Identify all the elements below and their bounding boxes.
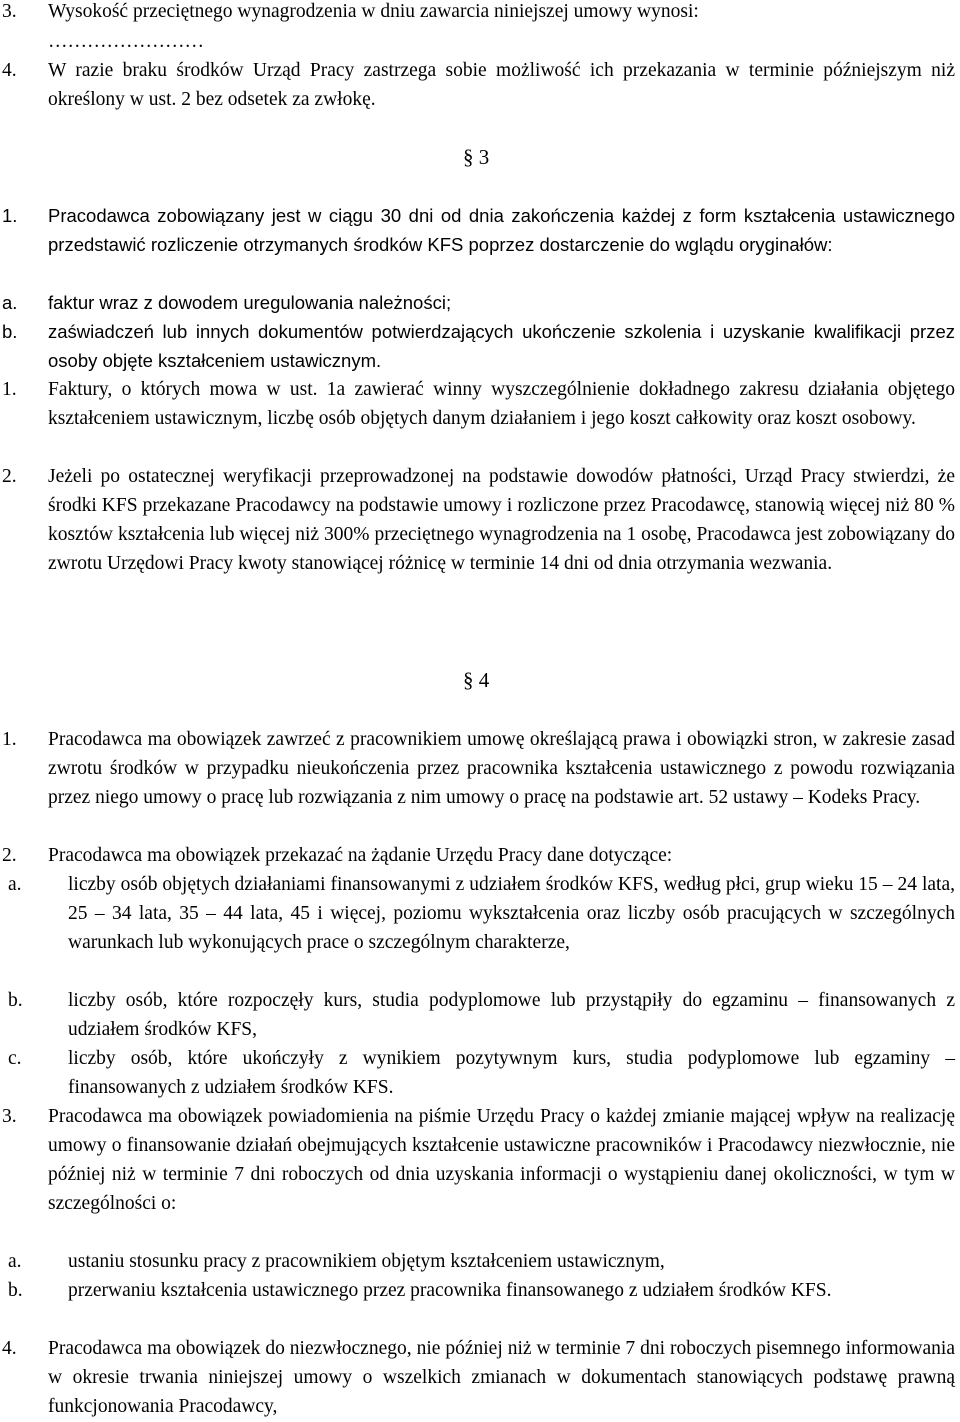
list-item-s4-1	[0, 725, 955, 812]
item-text: Faktury, o których mowa w ust. 1a zawierać winny wyszczególnienie dokładnego zakresu działania objętego kształceniem ustawicznym, liczbę osób objętych danym działaniem i jego koszt całkowity oraz koszt osobowy.	[48, 379, 955, 429]
item-letter: b.	[8, 1280, 23, 1301]
item-text: zaświadczeń lub innych dokumentów potwierdzających ukończenie szkolenia i uzyskanie kwalifikacji przez osoby objęte kształceniem ustawicznym.	[48, 321, 955, 371]
item-number: 3.	[2, 1106, 17, 1127]
item-text: Pracodawca ma obowiązek do niezwłocznego, nie później niż w terminie 7 dni roboczych pisemnego informowania w okresie trwania niniejszej umowy o wszelkich zmianach w dokumentach stanowiących podstawę prawną funkcjonowania Pracodawcy,	[48, 1338, 955, 1417]
dotted-fill: ……………………	[48, 31, 204, 52]
item-text: liczby osób objętych działaniami finansowanymi z udziałem środków KFS, według płci, grup wieku 15 – 24 lata, 25 – 34 lata, 35 – 44 lata, 45 i więcej, poziomu wykształcenia oraz liczby osób pracujących w szczególnych warunkach lub wykonujących prace o szczególnym charakterze,	[68, 874, 955, 953]
list-item-s4-2	[0, 841, 955, 870]
item-letter: a.	[8, 1251, 22, 1272]
item-number: 4.	[2, 1338, 17, 1359]
section-heading-3: § 3	[463, 145, 490, 169]
item-number: 4.	[2, 60, 17, 81]
item-text: faktur wraz z dowodem uregulowania należności;	[48, 292, 452, 313]
item-number: 1.	[2, 205, 18, 226]
item-letter: b.	[2, 321, 18, 342]
list-item-4	[0, 56, 955, 114]
item-text: przerwaniu kształcenia ustawicznego przez pracownika finansowanego z udziałem środków KFS.	[68, 1280, 832, 1301]
item-number: 3.	[2, 1, 17, 22]
item-number: 2.	[2, 466, 17, 487]
list-item-s4-2c	[0, 1044, 955, 1102]
list-item-3	[0, 0, 955, 26]
list-item-s4-4	[0, 1334, 955, 1421]
list-item-s4-3	[0, 1102, 955, 1218]
item-text: liczby osób, które ukończyły z wynikiem pozytywnym kurs, studia podyplomowe lub egzaminy – finansowanych z udziałem środków KFS.	[68, 1048, 955, 1098]
item-text: Pracodawca ma obowiązek zawrzeć z pracownikiem umowę określającą prawa i obowiązki stron, w zakresie zasad zwrotu środków w przypadku nieukończenia przez pracownika kształcenia ustawicznego z powodu rozwiązania przez niego umowy o pracę lub rozwiązania z nim umowy o pracę na podstawie art. 52 ustawy – Kodeks Pracy.	[48, 729, 955, 808]
section-heading-4: § 4	[463, 668, 490, 692]
list-item-s3-a	[0, 288, 955, 317]
item-text: ustaniu stosunku pracy z pracownikiem objętym kształceniem ustawicznym,	[68, 1251, 665, 1272]
item-letter: a.	[2, 292, 18, 313]
item-text: W razie braku środków Urząd Pracy zastrzega sobie możliwość ich przekazania w terminie późniejszym niż określony w ust. 2 bez odsetek za zwłokę.	[48, 60, 955, 110]
list-item-s4-2b	[0, 986, 955, 1044]
item-text: Pracodawca ma obowiązek przekazać na żądanie Urzędu Pracy dane dotyczące:	[48, 845, 673, 866]
list-item-s4-2a	[0, 870, 955, 957]
item-text: Pracodawca zobowiązany jest w ciągu 30 dni od dnia zakończenia każdej z form kształcenia ustawicznego przedstawić rozliczenie otrzymanych środków KFS poprzez dostarczenie do wglądu oryginałów:	[48, 205, 955, 255]
item-letter: c.	[8, 1048, 22, 1069]
list-item-s4-3b	[0, 1276, 955, 1305]
item-letter: a.	[8, 874, 22, 895]
item-text: liczby osób, które rozpoczęły kurs, studia podyplomowe lub przystąpiły do egzaminu – finansowanych z udziałem środków KFS,	[68, 990, 955, 1040]
list-item-s3-2	[0, 462, 955, 578]
item-number: 2.	[2, 845, 17, 866]
item-letter: b.	[8, 990, 23, 1011]
list-item-s3-1b	[0, 375, 955, 433]
item-number: 1.	[2, 729, 17, 750]
item-text: Jeżeli po ostatecznej weryfikacji przeprowadzonej na podstawie dowodów płatności, Urząd Pracy stwierdzi, że środki KFS przekazane Pracodawcy na podstawie umowy i rozliczone przez Pracodawcę, stanowią więcej niż 80 % kosztów kształcenia lub więcej niż 300% przeciętnego wynagrodzenia na 1 osobę, Pracodawca jest zobowiązany do zwrotu Urzędowi Pracy kwoty stanowiącej różnicę w terminie 14 dni od dnia otrzymania wezwania.	[48, 466, 955, 574]
list-item-s3-1	[0, 201, 955, 259]
item-number: 1.	[2, 379, 17, 400]
list-item-s3-b	[0, 317, 955, 375]
item-text: Pracodawca ma obowiązek powiadomienia na piśmie Urzędu Pracy o każdej zmianie mającej wpływ na realizację umowy o finansowanie działań obejmujących kształcenie ustawiczne pracowników i Pracodawcy niezwłocznie, nie później niż w terminie 7 dni roboczych od dnia uzyskania informacji o wystąpieniu danej okoliczności, w tym w szczególności o:	[48, 1106, 955, 1214]
list-item-s4-3a	[0, 1247, 955, 1276]
item-text: Wysokość przeciętnego wynagrodzenia w dniu zawarcia niniejszej umowy wynosi:	[48, 1, 699, 22]
